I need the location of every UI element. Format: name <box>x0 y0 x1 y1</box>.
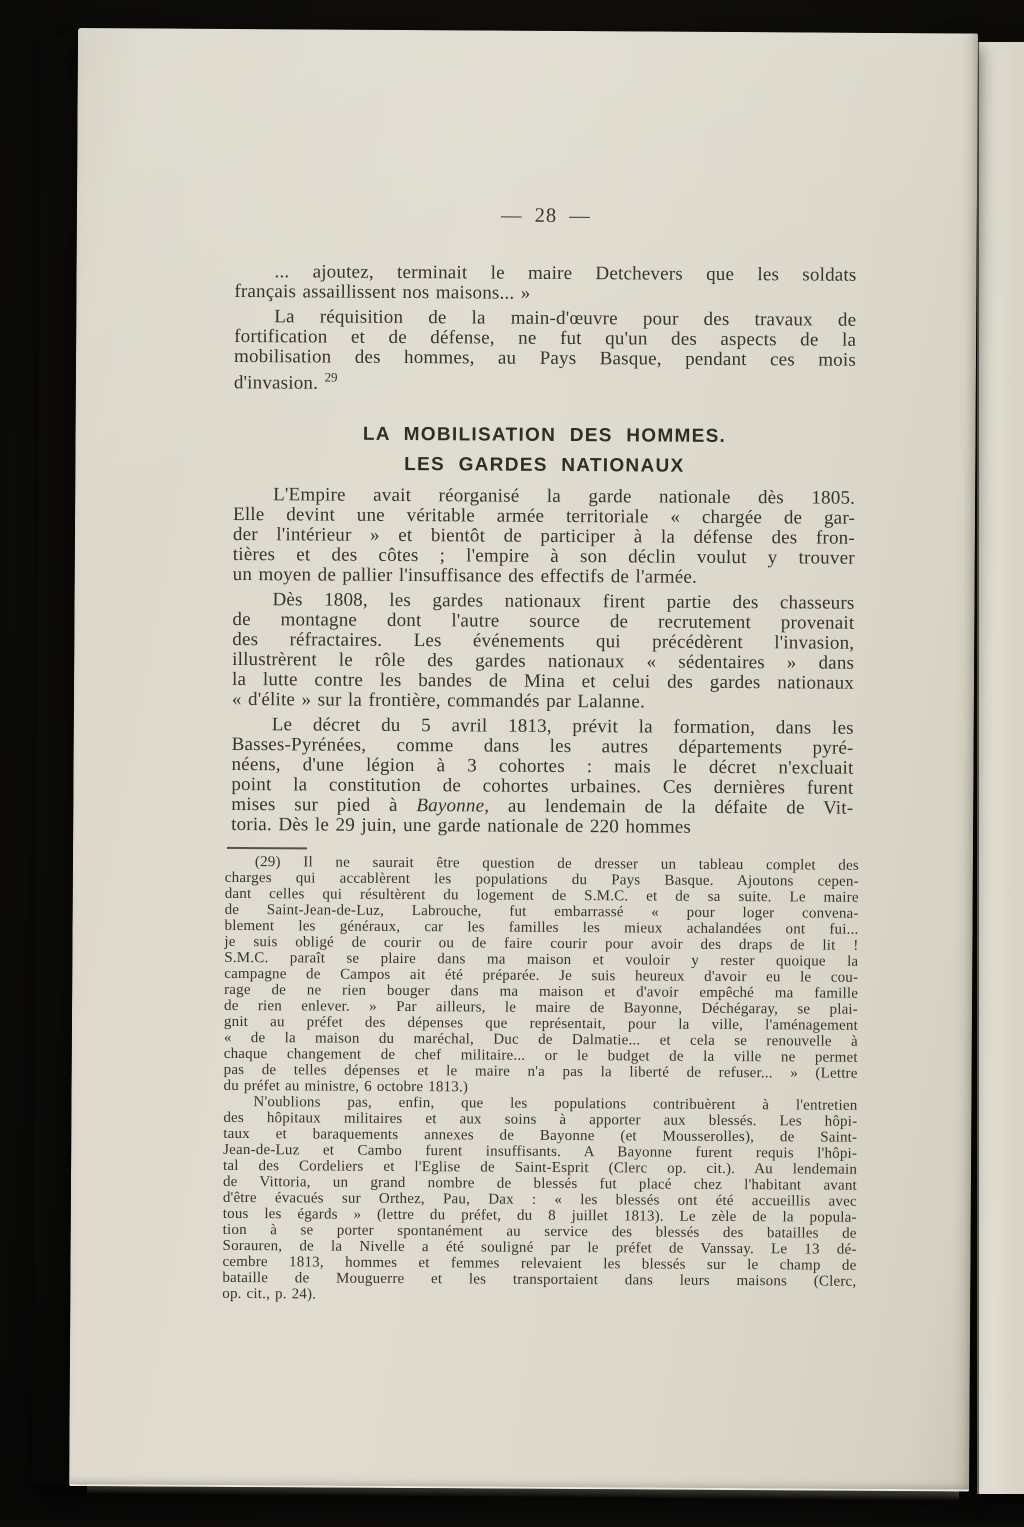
text-line: un moyen de pallier l'insuffisance des effectifs de l'armée. <box>232 563 698 588</box>
text-segment: mises sur pied à <box>231 793 417 817</box>
text-line <box>233 367 856 394</box>
text-line: blement les généraux, car les familles les mieux achalandées ont fui... <box>224 917 859 938</box>
text-segment: 29 <box>324 369 338 385</box>
text-line: illustrèrent le rôle des gardes nationaux « sédentaires » dans <box>232 648 855 674</box>
text-line: pas de telles dépenses et le maire n'a pas la liberté de refuser... » (Lettre <box>223 1061 858 1082</box>
section-heading-line1: LA MOBILISATION DES HOMMES. <box>362 423 727 447</box>
paragraph <box>233 485 856 589</box>
body-paragraphs-main <box>231 485 855 839</box>
text-line: Jean-de-Luz et Cambo furent insuffisants. A Bayonne furent requis l'hôpi- <box>223 1141 858 1162</box>
text-line: tion à se porter spontanément au service des blessés des batailles de <box>222 1221 857 1242</box>
text-line: bataille de Mouguerre et les transportaient dans leurs maisons (Clerc, <box>222 1269 857 1290</box>
paragraph <box>231 715 854 839</box>
footnote-separator <box>227 847 307 849</box>
text-line: de rien enlever. » Par ailleurs, le maire de Bayonne, Déchégaray, se plai- <box>223 997 859 1018</box>
text-line: campagne de Campos ait été préparée. Je suis heureux d'avoir eu le cou- <box>224 965 859 986</box>
page-number: — 28 — <box>500 204 591 228</box>
paragraph <box>222 1094 857 1306</box>
body-paragraphs-top <box>233 261 857 394</box>
text-line: fortification et de défense, ne fut qu'un des aspects de la <box>234 325 857 351</box>
text-line: der l'intérieur » et bientôt de participer à la défense des fron- <box>232 523 855 549</box>
text-line: La réquisition de la main-d'œuvre pour des travaux de <box>274 306 857 331</box>
text-line: des réfractaires. Les événements qui précédèrent l'invasion, <box>232 628 855 654</box>
text-line: des hôpitaux militaires et aux soins à apporter aux blessés. Les hôpi- <box>223 1109 858 1130</box>
text-line: point la constitution de cohortes urbaines. Ces dernières furent <box>231 773 854 799</box>
text-line: tous les égards » (lettre du préfet, du 8 juillet 1813). Le zèle de la popula- <box>222 1205 857 1226</box>
text-line: gnit au préfet des dépenses que représentait, pour la ville, l'aménagement <box>223 1013 858 1034</box>
paragraph <box>224 854 859 1098</box>
text-line: op. cit., p. 24). <box>222 1285 317 1303</box>
book-page <box>69 28 978 1491</box>
text-line: « de la maison du maréchal, Duc de Dalmatie... et cela se renouvelle à <box>223 1029 858 1050</box>
text-segment: d'invasion. <box>233 372 325 394</box>
text-line: Le décret du 5 avril 1813, prévit la formation, dans les <box>271 714 854 739</box>
text-segment: Bayonne, <box>416 795 490 817</box>
text-line: L'Empire avait réorganisé la garde nationale dès 1805. <box>273 484 856 509</box>
text-line: « d'élite » sur la frontière, commandés par Lalanne. <box>231 688 646 713</box>
paragraph <box>232 590 855 714</box>
text-line: français assaillissent nos maisons... » <box>234 280 531 304</box>
text-line: je suis obligé de courir ou de faire courir pour avoir des draps de lit ! <box>224 933 859 954</box>
text-line: cembre 1813, hommes et femmes relevaient les blessés sur le champ de <box>222 1253 857 1274</box>
text-line: Basses-Pyrénées, comme dans les autres départements pyré- <box>231 733 854 759</box>
page-content <box>222 29 859 1306</box>
text-line: N'oublions pas, enfin, que les populations contribuèrent à l'entretien <box>253 1094 858 1114</box>
text-line: (29) Il ne saurait être question de dresser un tableau complet des <box>254 854 859 874</box>
text-line: Sorauren, de la Nivelle a été souligné par le préfet de Vanssay. Le 13 dé- <box>222 1237 857 1258</box>
text-line: tières et des côtes ; l'empire à son déclin voulut y trouver <box>232 543 855 569</box>
text-line: toria. Dès le 29 juin, une garde nationale de 220 hommes <box>231 813 692 838</box>
text-line: S.M.C. paraît se plaire dans ma maison et vouloir y rester quoique la <box>224 949 859 970</box>
text-line: d'être évacués sur Orthez, Pau, Dax : « les blessés ont été accueillis avec <box>222 1189 857 1210</box>
text-line: néens, d'une légion à 3 cohortes : mais le décret n'excluait <box>231 753 854 779</box>
text-line: chaque changement de chef militaire... or le budget de la ville ne permet <box>223 1045 858 1066</box>
text-line: charges qui accablèrent les populations du Pays Basque. Ajoutons cepen- <box>224 869 859 890</box>
text-line: rage de ne rien bouger dans ma maison et d'avoir empêché ma famille <box>224 981 859 1002</box>
text-segment: au lendemain de la défaite de Vit- <box>489 795 854 819</box>
section-heading-line2: LES GARDES NATIONAUX <box>404 454 685 477</box>
section-heading <box>233 419 855 483</box>
text-line: tal des Cordeliers et l'Eglise de Saint-Esprit (Clerc op. cit.). Au lendemain <box>223 1157 858 1178</box>
text-line: de montagne dont l'autre source de recrutement provenait <box>232 608 855 634</box>
text-line: Elle devint une véritable armée territoriale « chargée de gar- <box>232 503 856 529</box>
footnote-block <box>222 854 859 1306</box>
text-line: la lutte contre les bandes de Mina et celui des gardes nationaux <box>231 668 855 694</box>
text-line: Dès 1808, les gardes nationaux firent partie des chasseurs <box>272 589 855 614</box>
paragraph <box>234 262 856 306</box>
text-line: ... ajoutez, terminait le maire Detchevers que les soldats <box>274 261 857 286</box>
text-line: de Saint-Jean-de-Luz, Labrouche, fut embarrassé « pour loger convena- <box>224 901 859 922</box>
paragraph <box>233 306 857 394</box>
text-line: de Vittoria, un grand nombre de blessés fut placé chez l'habitant avant <box>222 1173 858 1194</box>
text-line: mobilisation des hommes, au Pays Basque, pendant ces mois <box>233 345 857 371</box>
text-line: dant celles qui résultèrent du logement de S.M.C. et de sa suite. Le maire <box>224 885 859 906</box>
text-line: taux et baraquements annexes de Bayonne (et Mousserolles), de Saint- <box>223 1125 858 1146</box>
text-line: du préfet au ministre, 6 octobre 1813.) <box>223 1077 469 1096</box>
